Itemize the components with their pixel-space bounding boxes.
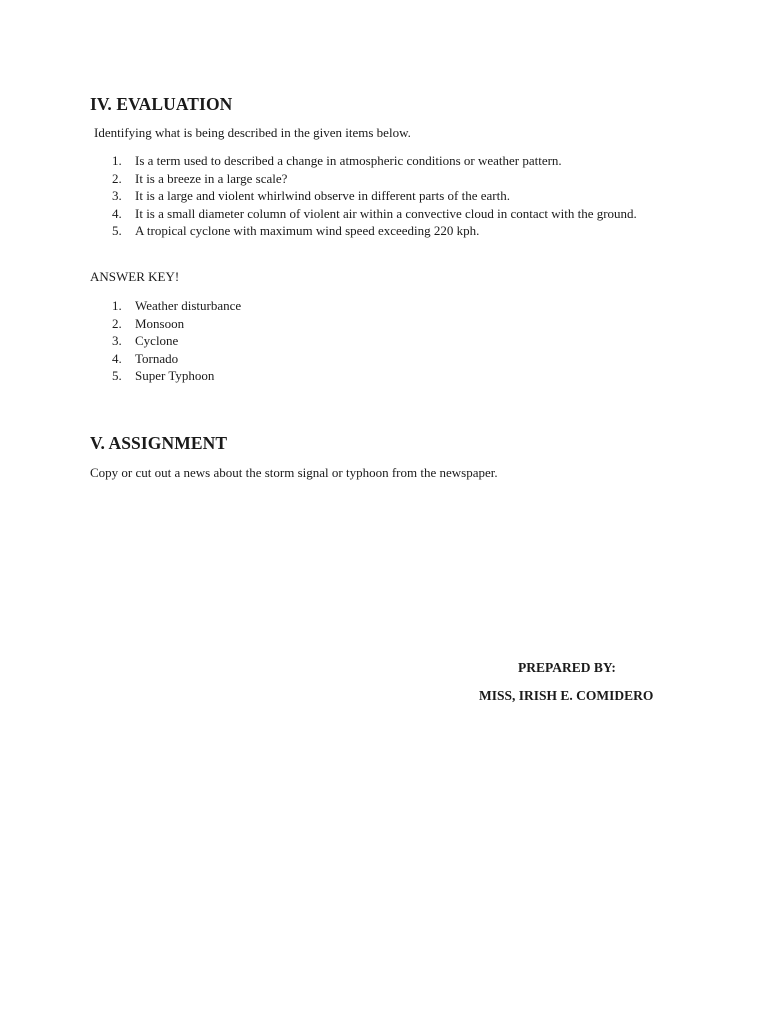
item-text: Monsoon — [135, 315, 185, 331]
evaluation-item — [90, 152, 637, 170]
evaluation-item — [90, 222, 637, 240]
item-number: 5. — [112, 368, 122, 384]
evaluation-intro: Identifying what is being described in the given items below. — [94, 125, 411, 140]
item-text: Super Typhoon — [135, 368, 215, 384]
evaluation-item — [90, 187, 637, 205]
answer-item — [90, 297, 241, 315]
prepared-by-label: PREPARED BY: — [518, 660, 616, 675]
item-text: Weather disturbance — [135, 298, 242, 313]
answer-item — [90, 315, 241, 333]
item-number: 1. — [112, 298, 122, 313]
answer-item — [90, 367, 241, 385]
item-number: 2. — [112, 315, 122, 331]
evaluation-item — [90, 170, 637, 188]
preparer-name: MISS, IRISH E. COMIDERO — [479, 688, 654, 703]
item-text: A tropical cyclone with maximum wind speed exceeding 220 kph. — [135, 223, 480, 239]
assignment-text: Copy or cut out a news about the storm signal or typhoon from the newspaper. — [90, 465, 498, 480]
item-text: Is a term used to described a change in atmospheric conditions or weather pattern. — [135, 153, 562, 168]
item-number: 3. — [112, 333, 122, 349]
answer-key-label: ANSWER KEY! — [90, 269, 180, 284]
item-number: 4. — [112, 205, 122, 221]
item-number: 1. — [112, 153, 122, 168]
item-text: It is a breeze in a large scale? — [135, 170, 288, 186]
item-number: 2. — [112, 170, 122, 186]
answer-item — [90, 350, 241, 368]
answer-key-list — [90, 297, 241, 385]
item-text: Tornado — [135, 350, 179, 366]
assignment-heading: V. ASSIGNMENT — [90, 433, 228, 453]
item-number: 4. — [112, 350, 122, 366]
item-text: Cyclone — [135, 333, 179, 349]
item-text: It is a small diameter column of violent air within a convective cloud in contact with the ground. — [135, 205, 637, 221]
item-number: 5. — [112, 223, 122, 239]
evaluation-list — [90, 152, 637, 240]
item-text: It is a large and violent whirlwind observe in different parts of the earth. — [135, 188, 510, 204]
evaluation-item — [90, 205, 637, 223]
item-number: 3. — [112, 188, 122, 204]
evaluation-heading: IV. EVALUATION — [90, 94, 233, 114]
answer-item — [90, 332, 241, 350]
